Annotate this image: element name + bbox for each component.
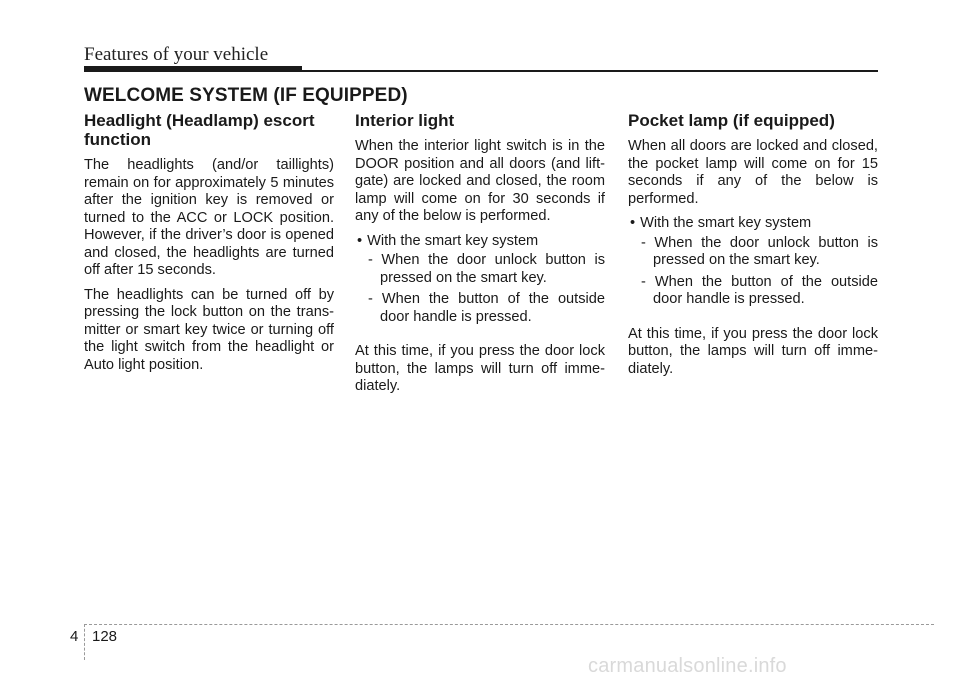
header-rule-thin bbox=[84, 70, 878, 72]
chapter-number: 4 bbox=[70, 628, 79, 645]
paragraph-pocket-2: At this time, if you press the door lock button, the lamps will turn off immediately. bbox=[628, 325, 878, 377]
paragraph-headlight-1: The headlights (and/or taillights) remain on for approximately 5 minutes after the ignition key is removed or turned to the ACC or LOCK position. However, if the driver’s door is opened and closed, the headlights are turned off after 15 seconds. bbox=[84, 157, 334, 278]
header-title: Features of your vehicle bbox=[84, 44, 269, 65]
heading-headlight-escort: Headlight (Headlamp) escort function bbox=[84, 111, 315, 149]
paragraph-interior-1: When the interior light switch is in the DOOR position and all doors (and liftgate) are locked and closed, the room lamp will come on for 30 seconds if any of the below is performed. bbox=[355, 138, 605, 224]
footer-rule bbox=[84, 624, 934, 625]
dash-item-outside-handle: - When the button of the outside door handle is pressed. bbox=[355, 291, 605, 326]
dash-item-unlock-button: - When the door unlock button is pressed on the smart key. bbox=[355, 252, 605, 287]
bullet-smart-key: • With the smart key system bbox=[355, 233, 605, 251]
paragraph-interior-2: At this time, if you press the door lock button, the lamps will turn off immediately. bbox=[355, 343, 605, 394]
column-headlight-escort bbox=[84, 111, 334, 381]
footer-divider bbox=[84, 624, 85, 660]
watermark: carmanualsonline.info bbox=[588, 655, 787, 677]
heading-pocket-lamp: Pocket lamp (if equipped) bbox=[628, 111, 835, 130]
dash-item-outside-handle: - When the button of the outside door handle is pressed. bbox=[628, 274, 878, 309]
page-number: 128 bbox=[92, 628, 118, 645]
paragraph-pocket-1: When all doors are locked and closed, the pocket lamp will come on for 15 seconds if any of the below is performed. bbox=[628, 138, 878, 207]
column-interior-light bbox=[355, 111, 605, 403]
bullet-smart-key: • With the smart key system bbox=[628, 215, 878, 233]
paragraph-headlight-2: The headlights can be turned off by pressing the lock button on the transmitter or smart key twice or turning off the light switch from the headlight or Auto light position. bbox=[84, 286, 334, 373]
dash-item-unlock-button: - When the door unlock button is pressed on the smart key. bbox=[628, 235, 878, 270]
column-pocket-lamp bbox=[628, 111, 878, 385]
heading-interior-light: Interior light bbox=[355, 111, 455, 130]
section-title: WELCOME SYSTEM (IF EQUIPPED) bbox=[84, 85, 408, 106]
